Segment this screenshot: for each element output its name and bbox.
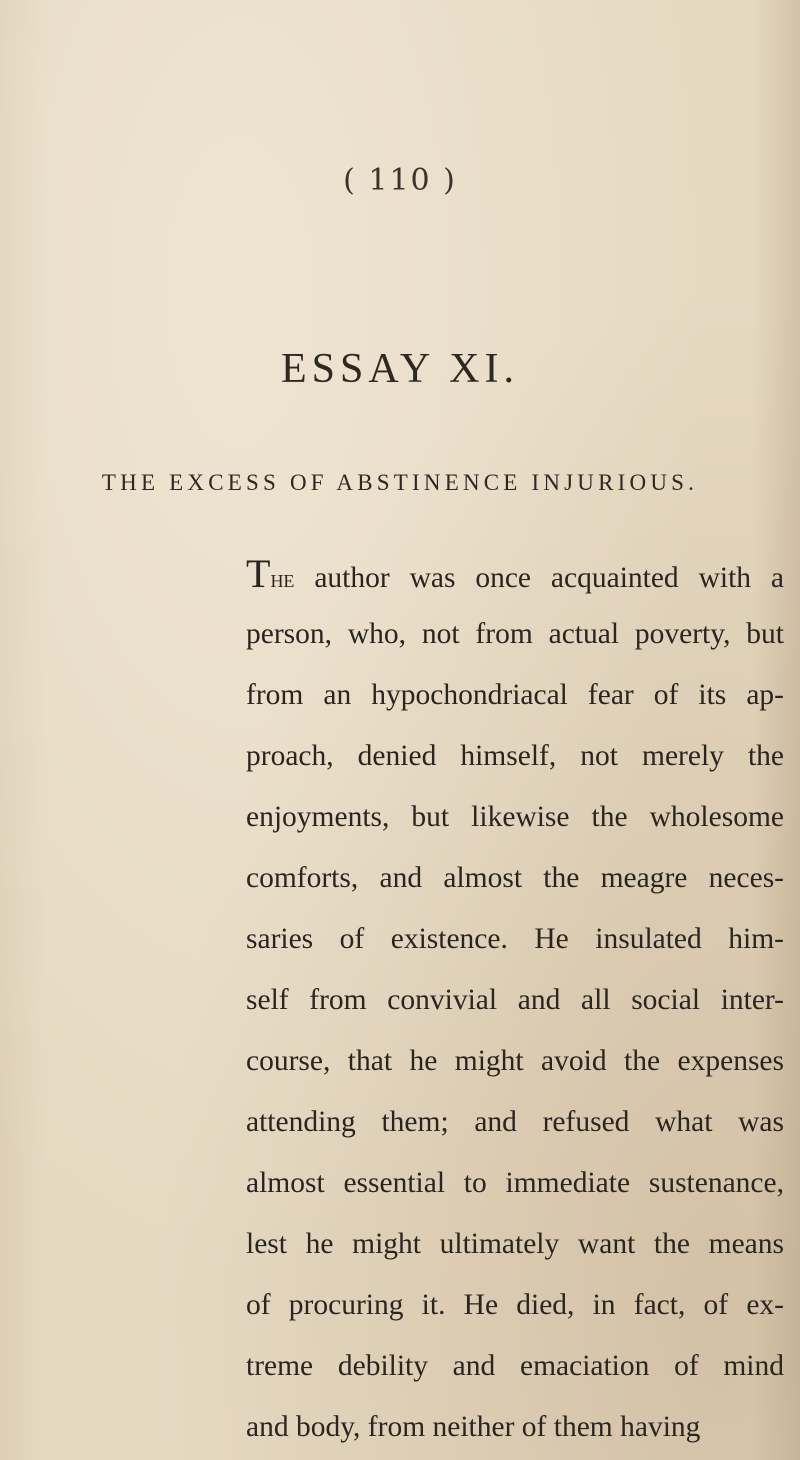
text-line: treme debility and emaciation of mind (246, 1350, 784, 1382)
small-caps-word: he (270, 564, 295, 593)
text-line: person, who, not from actual poverty, but (246, 618, 784, 650)
drop-cap: T (246, 551, 271, 596)
text-line: saries of existence. He insulated him- (246, 923, 784, 955)
text-line: course, that he might avoid the expenses (246, 1045, 784, 1077)
text-line: of procuring it. He died, in fact, of ex- (246, 1289, 784, 1321)
text-line: comforts, and almost the meagre neces- (246, 862, 784, 894)
essay-subtitle: THE EXCESS OF ABSTINENCE INJURIOUS. (101, 470, 699, 495)
text-line: lest he might ultimately want the means (246, 1228, 784, 1260)
text-line: self from convivial and all social inter- (246, 984, 784, 1016)
essay-body (246, 543, 784, 1458)
text-line: and body, from neither of them having (246, 1411, 701, 1443)
text-line-1 (246, 543, 784, 604)
text-line: almost essential to immediate sustenance, (246, 1167, 784, 1199)
text-line: enjoyments, but likewise the wholesome (246, 801, 784, 833)
text-line: attending them; and refused what was (246, 1106, 784, 1138)
text-line: from an hypochondriacal fear of its ap- (246, 679, 784, 711)
first-line-text: author was once acquainted with a (294, 562, 784, 594)
essay-title: ESSAY XI. (281, 346, 519, 392)
page-number: ( 110 ) (343, 163, 457, 198)
text-line: proach, denied himself, not merely the (246, 740, 784, 772)
